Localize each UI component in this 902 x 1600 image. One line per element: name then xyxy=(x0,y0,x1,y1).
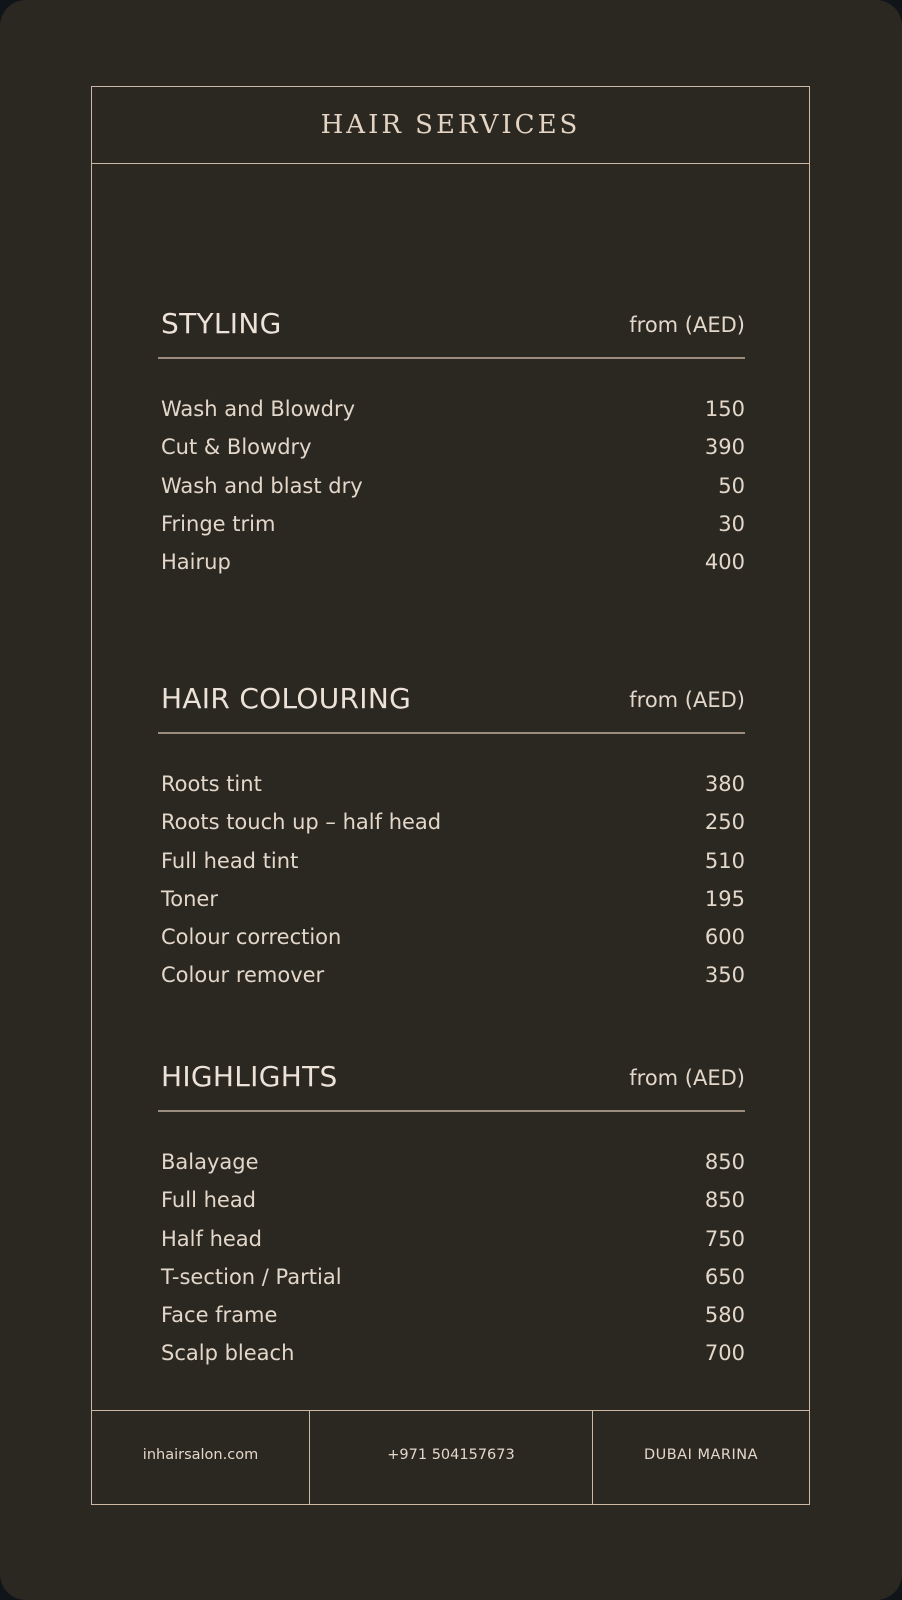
website-link[interactable]: inhairsalon.com xyxy=(92,1411,310,1504)
service-name: Half head xyxy=(161,1226,262,1251)
section-title: STYLING xyxy=(161,307,282,340)
menu-title: HAIR SERVICES xyxy=(320,110,581,140)
service-price: 850 xyxy=(704,1188,745,1213)
service-name: Full head xyxy=(161,1188,257,1213)
service-row xyxy=(158,1220,745,1258)
title-bar xyxy=(92,87,809,164)
service-price: 580 xyxy=(704,1303,745,1328)
service-price: 50 xyxy=(718,473,745,498)
section-header xyxy=(158,1050,745,1112)
service-price: 750 xyxy=(704,1226,745,1251)
service-name: Roots tint xyxy=(161,772,262,796)
service-row xyxy=(158,918,745,956)
service-price: 195 xyxy=(704,886,745,911)
service-price: 400 xyxy=(704,550,745,575)
section-title: HAIR COLOURING xyxy=(161,682,412,715)
service-row xyxy=(158,543,745,581)
service-name: Balayage xyxy=(161,1150,259,1174)
service-row xyxy=(158,803,745,841)
price-unit-label: from (AED) xyxy=(629,1066,745,1090)
section-highlights xyxy=(158,1050,745,1373)
menu-frame xyxy=(91,86,810,1505)
service-row xyxy=(158,1334,745,1372)
price-unit-label: from (AED) xyxy=(629,688,745,712)
service-name: T-section / Partial xyxy=(161,1264,342,1289)
section-hair-colouring xyxy=(158,672,745,995)
service-name: Toner xyxy=(161,886,218,911)
service-price: 600 xyxy=(704,925,745,950)
service-list xyxy=(158,765,745,995)
service-price: 350 xyxy=(704,963,745,988)
service-name: Wash and blast dry xyxy=(161,473,363,498)
service-price: 380 xyxy=(704,772,745,796)
service-price: 850 xyxy=(704,1150,745,1174)
service-row xyxy=(158,1258,745,1296)
service-price: 700 xyxy=(704,1341,745,1366)
service-row xyxy=(158,1296,745,1334)
service-row xyxy=(158,842,745,880)
footer xyxy=(92,1410,809,1504)
service-name: Roots touch up – half head xyxy=(161,810,442,835)
price-unit-label: from (AED) xyxy=(629,313,745,337)
service-name: Wash and Blowdry xyxy=(161,397,356,421)
location-label: DUBAI MARINA xyxy=(643,1446,759,1463)
service-name: Cut & Blowdry xyxy=(161,435,312,460)
service-row xyxy=(158,1143,745,1181)
section-header xyxy=(158,297,745,359)
service-name: Scalp bleach xyxy=(161,1341,295,1366)
service-price: 390 xyxy=(704,435,745,460)
service-row xyxy=(158,505,745,543)
service-row xyxy=(158,1181,745,1219)
service-list xyxy=(158,1143,745,1373)
service-price: 150 xyxy=(704,397,745,421)
service-name: Full head tint xyxy=(161,848,299,873)
service-row xyxy=(158,428,745,466)
service-name: Colour remover xyxy=(161,963,325,988)
service-price: 650 xyxy=(704,1264,745,1289)
service-list xyxy=(158,390,745,581)
service-row xyxy=(158,880,745,918)
section-styling xyxy=(158,297,745,581)
section-header xyxy=(158,672,745,734)
service-row xyxy=(158,956,745,994)
service-row xyxy=(158,390,745,428)
phone-number[interactable]: +971 504157673 xyxy=(310,1411,593,1504)
service-price: 510 xyxy=(704,848,745,873)
service-name: Fringe trim xyxy=(161,511,276,536)
service-name: Face frame xyxy=(161,1303,278,1328)
service-price: 250 xyxy=(704,810,745,835)
section-title: HIGHLIGHTS xyxy=(161,1060,338,1093)
service-row xyxy=(158,467,745,505)
service-name: Colour correction xyxy=(161,925,342,950)
service-row xyxy=(158,765,745,803)
service-name: Hairup xyxy=(161,550,231,575)
service-price: 30 xyxy=(718,511,745,536)
